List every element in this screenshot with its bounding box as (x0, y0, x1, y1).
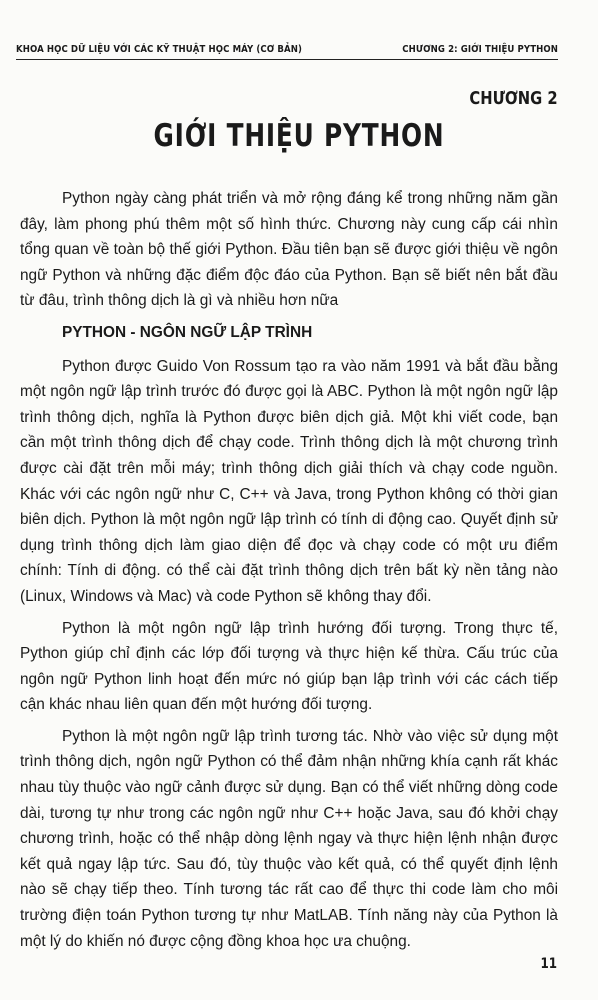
paragraph: Python được Guido Von Rossum tạo ra vào năm 1991 và bắt đầu bằng một ngôn ngữ lập trình trước đó được gọi là ABC. Python là một ngôn ngữ lập trình thông dịch, nghĩa là Python được biên dịch giả. Một khi viết code, bạn cần một trình thông dịch để chạy code. Trình thông dịch là một chương trình được cài đặt trên mỗi máy; trình thông dịch giải thích và chạy code nguồn. Khác với các ngôn ngữ như C, C++ và Java, trong Python không có thời gian biên dịch. Python là một ngôn ngữ lập trình có tính di động cao. Quyết định sử dụng trình thông dịch làm giao diện để đọc và chạy code có một ưu điểm chính: Tính di động. có thể cài đặt trình thông dịch trên bất kỳ nền tảng nào (Linux, Windows và Mac) và code Python sẽ không thay đổi. (20, 357, 558, 605)
intro-paragraph: Python ngày càng phát triển và mở rộng đáng kể trong những năm gần đây, làm phong phú thêm một số hình thức. Chương này cung cấp cái nhìn tổng quan về toàn bộ thế giới Python. Đầu tiên bạn sẽ được giới thiệu về ngôn ngữ Python và những đặc điểm độc đáo của Python. Bạn sẽ biết nên bắt đầu từ đâu, trình thông dịch là gì và nhiều hơn nữa (20, 190, 558, 310)
running-header-book-title: KHOA HỌC DỮ LIỆU VỚI CÁC KỸ THUẬT HỌC MÁY (CƠ BẢN) (16, 44, 302, 55)
paragraph: Python là một ngôn ngữ lập trình hướng đối tượng. Trong thực tế, Python giúp chỉ định các lớp đối tượng và thực hiện kế thừa. Cấu trúc của ngôn ngữ Python linh hoạt đến mức nó giúp bạn lập trình với các cách tiếp cận khác nhau liên quan đến một hướng đối tượng. (20, 619, 558, 714)
paragraph: Python là một ngôn ngữ lập trình tương tác. Nhờ vào việc sử dụng một trình thông dịch, ngôn ngữ Python có thể đảm nhận những khía cạnh rất khác nhau tùy thuộc vào ngữ cảnh được sử dụng. Bạn có thể viết những dòng code dài, tương tự như trong các ngôn ngữ như C++ hoặc Java, sau đó khởi chạy chương trình, hoặc có thể nhập dòng lệnh ngay và thực hiện lệnh nhận được kết quả ngay lập tức. Sau đó, tùy thuộc vào kết quả, có thể quyết định lệnh nào sẽ chạy tiếp theo. Tính tương tác rất cao để thực thi code làm cho môi trường điện toán Python tương tự như MatLAB. Tính năng này của Python là một lý do khiến nó được cộng đồng khoa học ưa chuộng. (20, 727, 558, 950)
running-header-chapter: CHƯƠNG 2: GIỚI THIỆU PYTHON (402, 44, 558, 55)
section-title: PYTHON - NGÔN NGỮ LẬP TRÌNH (62, 323, 313, 341)
body-text (20, 186, 558, 960)
chapter-label: CHƯƠNG 2 (469, 88, 558, 109)
running-header (16, 44, 558, 60)
page-number: 11 (539, 956, 557, 972)
chapter-title: GIỚI THIỆU PYTHON (153, 118, 445, 154)
